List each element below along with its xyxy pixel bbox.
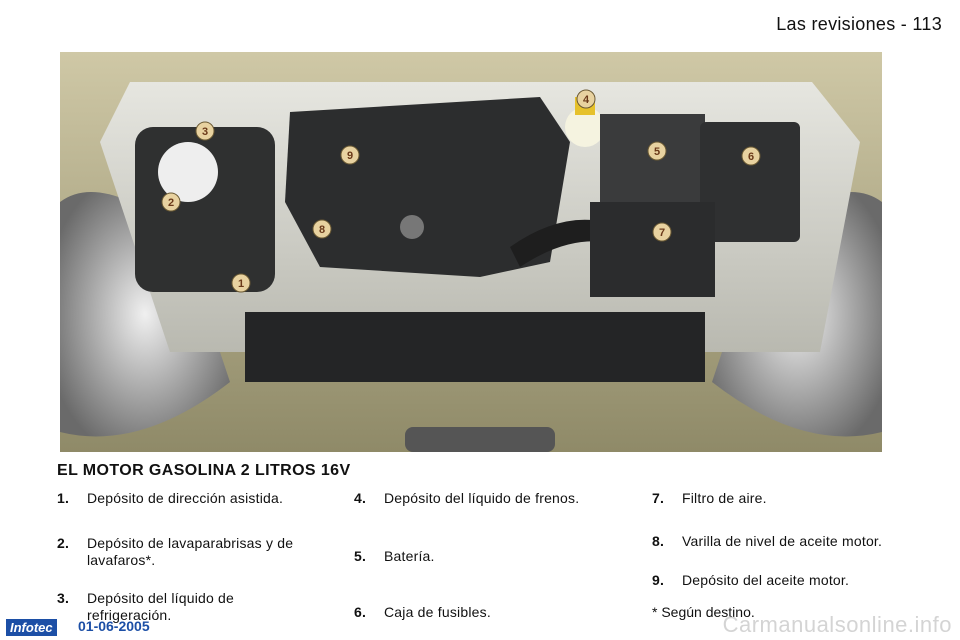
item-text: Depósito del líquido de frenos. [384, 490, 580, 506]
marker-6-label: 6 [747, 151, 755, 163]
infotec-logo: Infotec [6, 619, 57, 636]
marker-4-label: 4 [582, 94, 590, 106]
marker-3 [196, 122, 214, 140]
item-number: 1. [57, 490, 70, 506]
marker-4 [577, 90, 595, 108]
marker-2-label: 2 [167, 197, 175, 209]
item-text: Depósito de dirección asistida. [87, 490, 284, 506]
marker-5-label: 5 [653, 146, 661, 158]
item-number: 3. [57, 590, 70, 606]
item-number: 6. [354, 604, 367, 620]
item-number: 8. [652, 533, 665, 549]
item-number: 7. [652, 490, 665, 506]
section-title: EL MOTOR GASOLINA 2 LITROS 16V [57, 462, 351, 479]
marker-7 [653, 223, 671, 241]
marker-7-label: 7 [658, 227, 666, 239]
item-number: 9. [652, 572, 665, 588]
item-number: 2. [57, 535, 70, 551]
marker-9 [341, 146, 359, 164]
edition-date: 01-06-2005 [78, 618, 150, 634]
item-number: 4. [354, 490, 367, 506]
item-text: Depósito de lavaparabrisas y de lavafaros*. [87, 535, 294, 568]
engine-bay-photo [60, 52, 882, 452]
item-text: Depósito del aceite motor. [682, 572, 850, 588]
marker-5 [648, 142, 666, 160]
footnote: * Según destino. [652, 604, 755, 620]
marker-1-label: 1 [237, 278, 245, 290]
marker-9-label: 9 [346, 150, 354, 162]
marker-3-label: 3 [201, 126, 209, 138]
watermark: Carmanualsonline.info [722, 612, 952, 637]
item-text: Filtro de aire. [682, 490, 767, 506]
item-text: Batería. [384, 548, 435, 564]
item-text: Depósito del líquido de refrigeración. [87, 590, 235, 623]
marker-6 [742, 147, 760, 165]
item-text: Caja de fusibles. [384, 604, 491, 620]
page-header: Las revisiones - 113 [776, 14, 942, 34]
marker-2 [162, 193, 180, 211]
marker-8 [313, 220, 331, 238]
item-text: Varilla de nivel de aceite motor. [682, 533, 883, 549]
marker-1 [232, 274, 250, 292]
marker-8-label: 8 [318, 224, 326, 236]
item-number: 5. [354, 548, 367, 564]
